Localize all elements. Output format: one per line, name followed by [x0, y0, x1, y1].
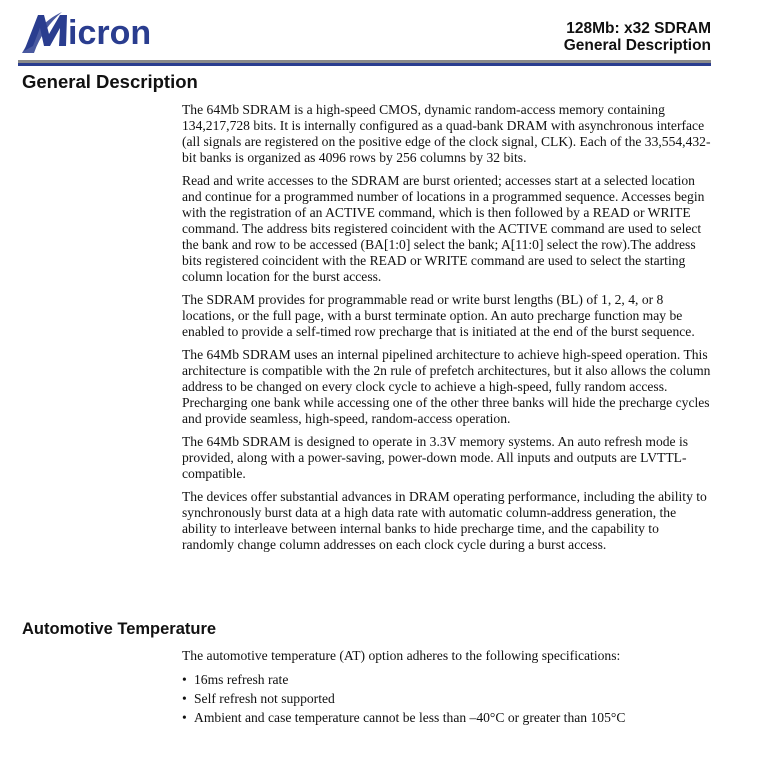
section-heading-automotive-temperature: Automotive Temperature — [22, 620, 217, 638]
doc-title-line1: 128Mb: x32 SDRAM — [566, 20, 711, 37]
paragraph: Read and write accesses to the SDRAM are burst oriented; accesses start at a selected location and continue for a programmed number of locations in a programmed sequence. Accesses begin with the registration of an ACTIVE command, which is then followed by a READ or WRITE command. The address bits registered coincident with the ACTIVE command are used to select the bank and row to be accessed (BA[1:0] select the bank; A[11:0] select the row).The address bits registered coincident with the READ or WRITE command are used to select the starting column location for the burst access. — [182, 173, 705, 284]
spec-list — [182, 672, 712, 726]
general-description-body — [182, 102, 712, 560]
paragraph: The devices offer substantial advances in DRAM operating performance, including the ability to synchronously burst data at a high data rate with automatic column-address generation, the ability to interleave between internal banks to hide precharge time, and the capability to randomly change column addresses on each clock cycle during a burst access. — [182, 489, 707, 552]
doc-title-line2: General Description — [563, 37, 711, 54]
list-item: • 16ms refresh rate — [182, 672, 712, 688]
list-item: • Ambient and case temperature cannot be less than –40°C or greater than 105°C — [182, 710, 712, 726]
micron-logo — [22, 6, 184, 54]
paragraph: The automotive temperature (AT) option adheres to the following specifications: — [182, 648, 621, 663]
section-heading-general-description: General Description — [22, 71, 198, 92]
document-header — [564, 20, 711, 54]
header-rule-blue — [18, 63, 711, 66]
paragraph: The 64Mb SDRAM is designed to operate in 3.3V memory systems. An auto refresh mode is provided, along with a power-saving, power-down mode. All inputs and outputs are LVTTL-compatible. — [182, 434, 689, 481]
paragraph: The 64Mb SDRAM is a high-speed CMOS, dynamic random-access memory containing 134,217,728 bits. It is internally configured as a quad-bank DRAM with asynchronous interface (all signals are registered on the positive edge of the clock signal, CLK). Each of the 33,554,432-bit banks is organized as 4096 rows by 256 columns by 32 bits. — [182, 102, 711, 165]
brand-wordmark: icron — [68, 14, 152, 52]
list-item: • Self refresh not supported — [182, 691, 712, 707]
paragraph: The SDRAM provides for programmable read or write burst lengths (BL) of 1, 2, 4, or 8 locations, or the full page, with a burst terminate option. An auto precharge function may be enabled to provide a self-timed row precharge that is initiated at the end of the burst sequence. — [182, 292, 695, 339]
paragraph: The 64Mb SDRAM uses an internal pipelined architecture to achieve high-speed operation. This architecture is compatible with the 2n rule of prefetch architectures, but it also allows the column address to be changed on every clock cycle to achieve a high-speed, fully random access. Precharging one bank while accessing one of the other three banks will hide the precharge cycles and provide seamless, high-speed, random-access operation. — [182, 347, 711, 426]
automotive-temperature-body — [182, 648, 712, 729]
